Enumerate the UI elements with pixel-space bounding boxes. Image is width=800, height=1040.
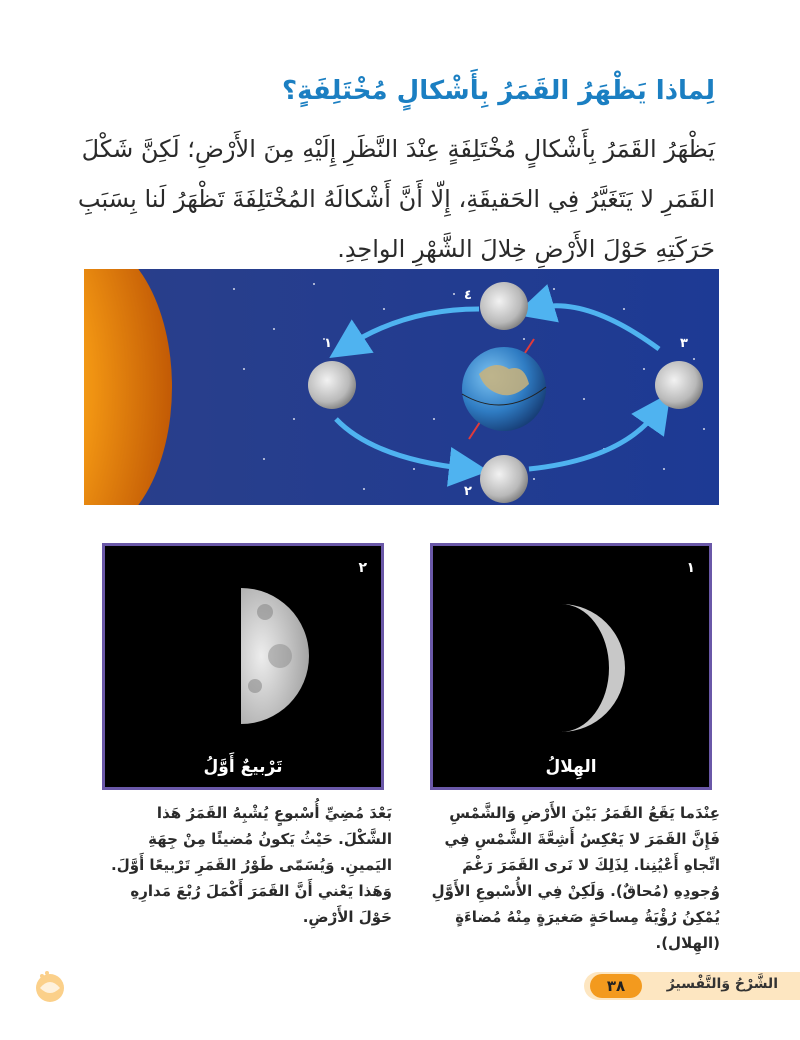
panel-caption: الهِلالُ [545, 757, 597, 777]
label-3: ٣ [680, 336, 688, 351]
moon-position-4 [480, 282, 528, 330]
panel-number: ١ [686, 560, 695, 576]
crescent-description: عِنْدَما يَقَعُ القَمَرُ بَيْنَ الأَرْضِ وَالشَّمْسِ فَإِنَّ القَمَرَ لا يَعْكِسُ أَشِعَّةَ الشَّمْسِ فِي اتِّجاهِ أَعْيُنِنا. لِذَلِكَ لا نَرى القَمَرَ رَغْمَ وُجودِهِ (مُحاقٌ). وَلَكِنْ فِي الأُسْبوعِ الأَوَّلِ يُمْكِنُ رُؤْيَةُ مِساحَةٍ صَغيرَةٍ مِنْهُ مُضاءَةٍ (الهِلال). [431, 804, 720, 952]
first-quarter-description: بَعْدَ مُضِيِّ أُسْبوعٍ يُشْبِهُ القَمَرُ هَذا الشَّكْلَ. حَيْثُ يَكونُ مُضيئًا مِنْ جِهَةِ اليَمينِ. وَيُسَمّى طَوْرُ القَمَرِ تَرْبيعًا أَوَّلَ. وَهَذا يَعْني أَنَّ القَمَرَ أَكْمَلَ رُبْعَ مَدارِهِ حَوْلَ الأَرْضِ. [111, 804, 392, 926]
page-number: ٣٨ [590, 974, 642, 998]
moon-position-3 [655, 361, 703, 409]
page-footer [584, 972, 800, 1000]
moon-orbit-diagram [84, 269, 719, 505]
page-title: لِماذا يَظْهَرُ القَمَرُ بِأَشْكالٍ مُخْتَلِفَةٍ؟ [282, 76, 715, 106]
moon-position-1 [308, 361, 356, 409]
label-2: ٢ [464, 484, 472, 499]
panel-caption: تَرْبيعٌ أَوَّلُ [203, 757, 283, 777]
crescent-photo-panel [430, 543, 712, 790]
first-quarter-photo-panel [102, 543, 384, 790]
label-1: ١ [324, 336, 332, 351]
label-4: ٤ [464, 288, 472, 303]
crescent-moon-image [433, 546, 709, 787]
section-label: الشَّرْحُ وَالتَّفْسيرُ [666, 976, 778, 992]
publisher-logo-icon [30, 966, 70, 1006]
first-quarter-moon-image [105, 546, 381, 787]
moon-position-2 [480, 455, 528, 503]
intro-paragraph: يَظْهَرُ القَمَرُ بِأَشْكالٍ مُخْتَلِفَةٍ عِنْدَ النَّظَرِ إِلَيْهِ مِنَ الأَرْضِ؛ لَكِنَّ شَكْلَ القَمَرِ لا يَتَغَيَّرُ فِي الحَقيقَةِ، إِلّا أَنَّ أَشْكالَهُ المُخْتَلِفَةَ تَظْهَرُ لَنا بِسَبَبِ حَرَكَتِهِ حَوْلَ الأَرْضِ خِلالَ الشَّهْرِ الواحِدِ. [77, 135, 715, 263]
panel-number: ٢ [358, 560, 367, 576]
